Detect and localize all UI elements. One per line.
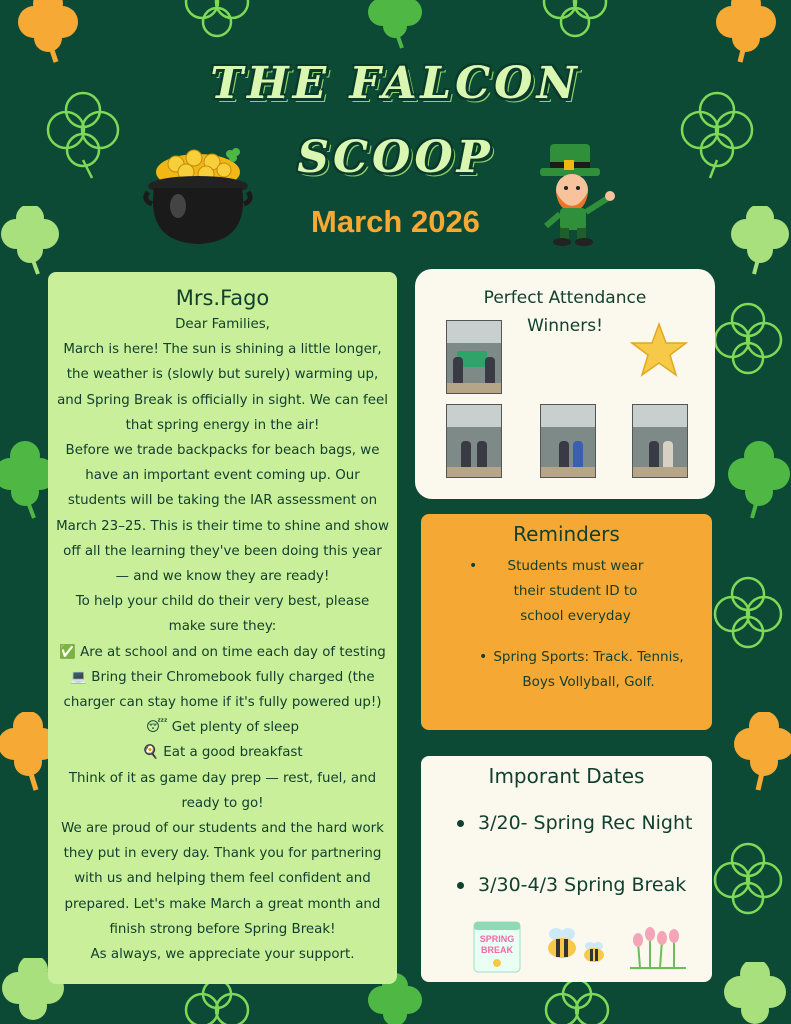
shamrock-icon xyxy=(716,962,791,1024)
badge-text-line1: SPRING xyxy=(479,934,515,944)
attendance-photo xyxy=(446,404,502,478)
shamrock-icon xyxy=(706,300,786,390)
letter-paragraph: To help your child do their very best, please make sure they: xyxy=(75,594,370,635)
letter-closing: As always, we appreciate your support. xyxy=(90,947,355,963)
attendance-photo xyxy=(632,404,688,478)
shamrock-icon xyxy=(8,0,88,64)
shamrock-icon xyxy=(530,0,620,42)
shamrock-icon xyxy=(728,712,791,792)
attendance-photo xyxy=(540,404,596,478)
date-item: 3/30-4/3 Spring Break xyxy=(457,874,686,896)
reminder-item: • Spring Sports: Track. Tennis, Boys Vollyball, Golf. xyxy=(479,649,684,690)
attendance-title: Perfect Attendance Winners! xyxy=(483,288,647,336)
checklist-item: 🍳 Eat a good breakfast xyxy=(142,745,303,761)
shamrock-icon xyxy=(172,980,262,1024)
reminder-item: • Students must wear their student ID to school everyday xyxy=(469,558,644,624)
shamrock-icon xyxy=(172,0,262,42)
bee-icon xyxy=(582,940,606,968)
checklist-item: ✅ Are at school and on time each day of testing xyxy=(59,644,386,660)
letter-paragraph: Think of it as game day prep — rest, fuel, and ready to go! xyxy=(68,770,377,811)
checklist-item: 💻 Bring their Chromebook fully charged (the charger can stay home if it's fully powered up!) xyxy=(63,669,382,711)
issue-date: March 2026 xyxy=(311,204,480,239)
bee-icon xyxy=(544,926,580,964)
date-item: 3/20- Spring Rec Night xyxy=(457,812,692,834)
letter-paragraph: March is here! The sun is shining a little longer, the weather is (slowly but surely) warming up, and Spring Break is officially in sight. We can feel that spring energy in the air! xyxy=(57,342,388,433)
star-icon xyxy=(630,322,688,384)
dates-title: Imporant Dates xyxy=(488,764,645,788)
reminders-list xyxy=(421,554,712,695)
pot-of-gold-icon xyxy=(142,142,254,252)
reminders-title: Reminders xyxy=(513,522,620,546)
principal-name: Mrs.Fago xyxy=(175,286,270,310)
newsletter-title-line1: THE FALCON xyxy=(210,58,581,109)
letter-body xyxy=(48,312,397,967)
shamrock-icon xyxy=(706,574,786,664)
shamrock-icon xyxy=(706,840,786,930)
shamrock-icon xyxy=(724,440,791,520)
checklist-item: 😴 Get plenty of sleep xyxy=(145,720,300,736)
letter-paragraph: Before we trade backpacks for beach bags, we have an important event coming up. Our students will be taking the IAR assessment on March 23–25. This is their time to shine and show off all the learning they've been doing this year — and we know they are ready! xyxy=(56,443,389,585)
badge-text-line2: BREAK xyxy=(480,945,514,955)
letter-paragraph: We are proud of our students and the hard work they put in every day. Thank you for partnering with us and helping them feel confident and prepared. Let's make March a great month and finish strong before Spring Break! xyxy=(61,821,384,937)
shamrock-icon xyxy=(532,980,622,1024)
letter-greeting: Dear Families, xyxy=(175,317,270,332)
attendance-photo xyxy=(446,320,502,394)
leprechaun-icon xyxy=(538,140,622,250)
shamrock-icon xyxy=(706,0,786,64)
newsletter-title-line2: SCOOP xyxy=(297,132,494,183)
spring-break-badge-icon xyxy=(472,918,522,974)
reminders-panel xyxy=(421,514,712,730)
shamrock-icon xyxy=(360,0,430,50)
principal-letter-panel xyxy=(48,272,397,984)
tulips-icon xyxy=(628,922,688,974)
